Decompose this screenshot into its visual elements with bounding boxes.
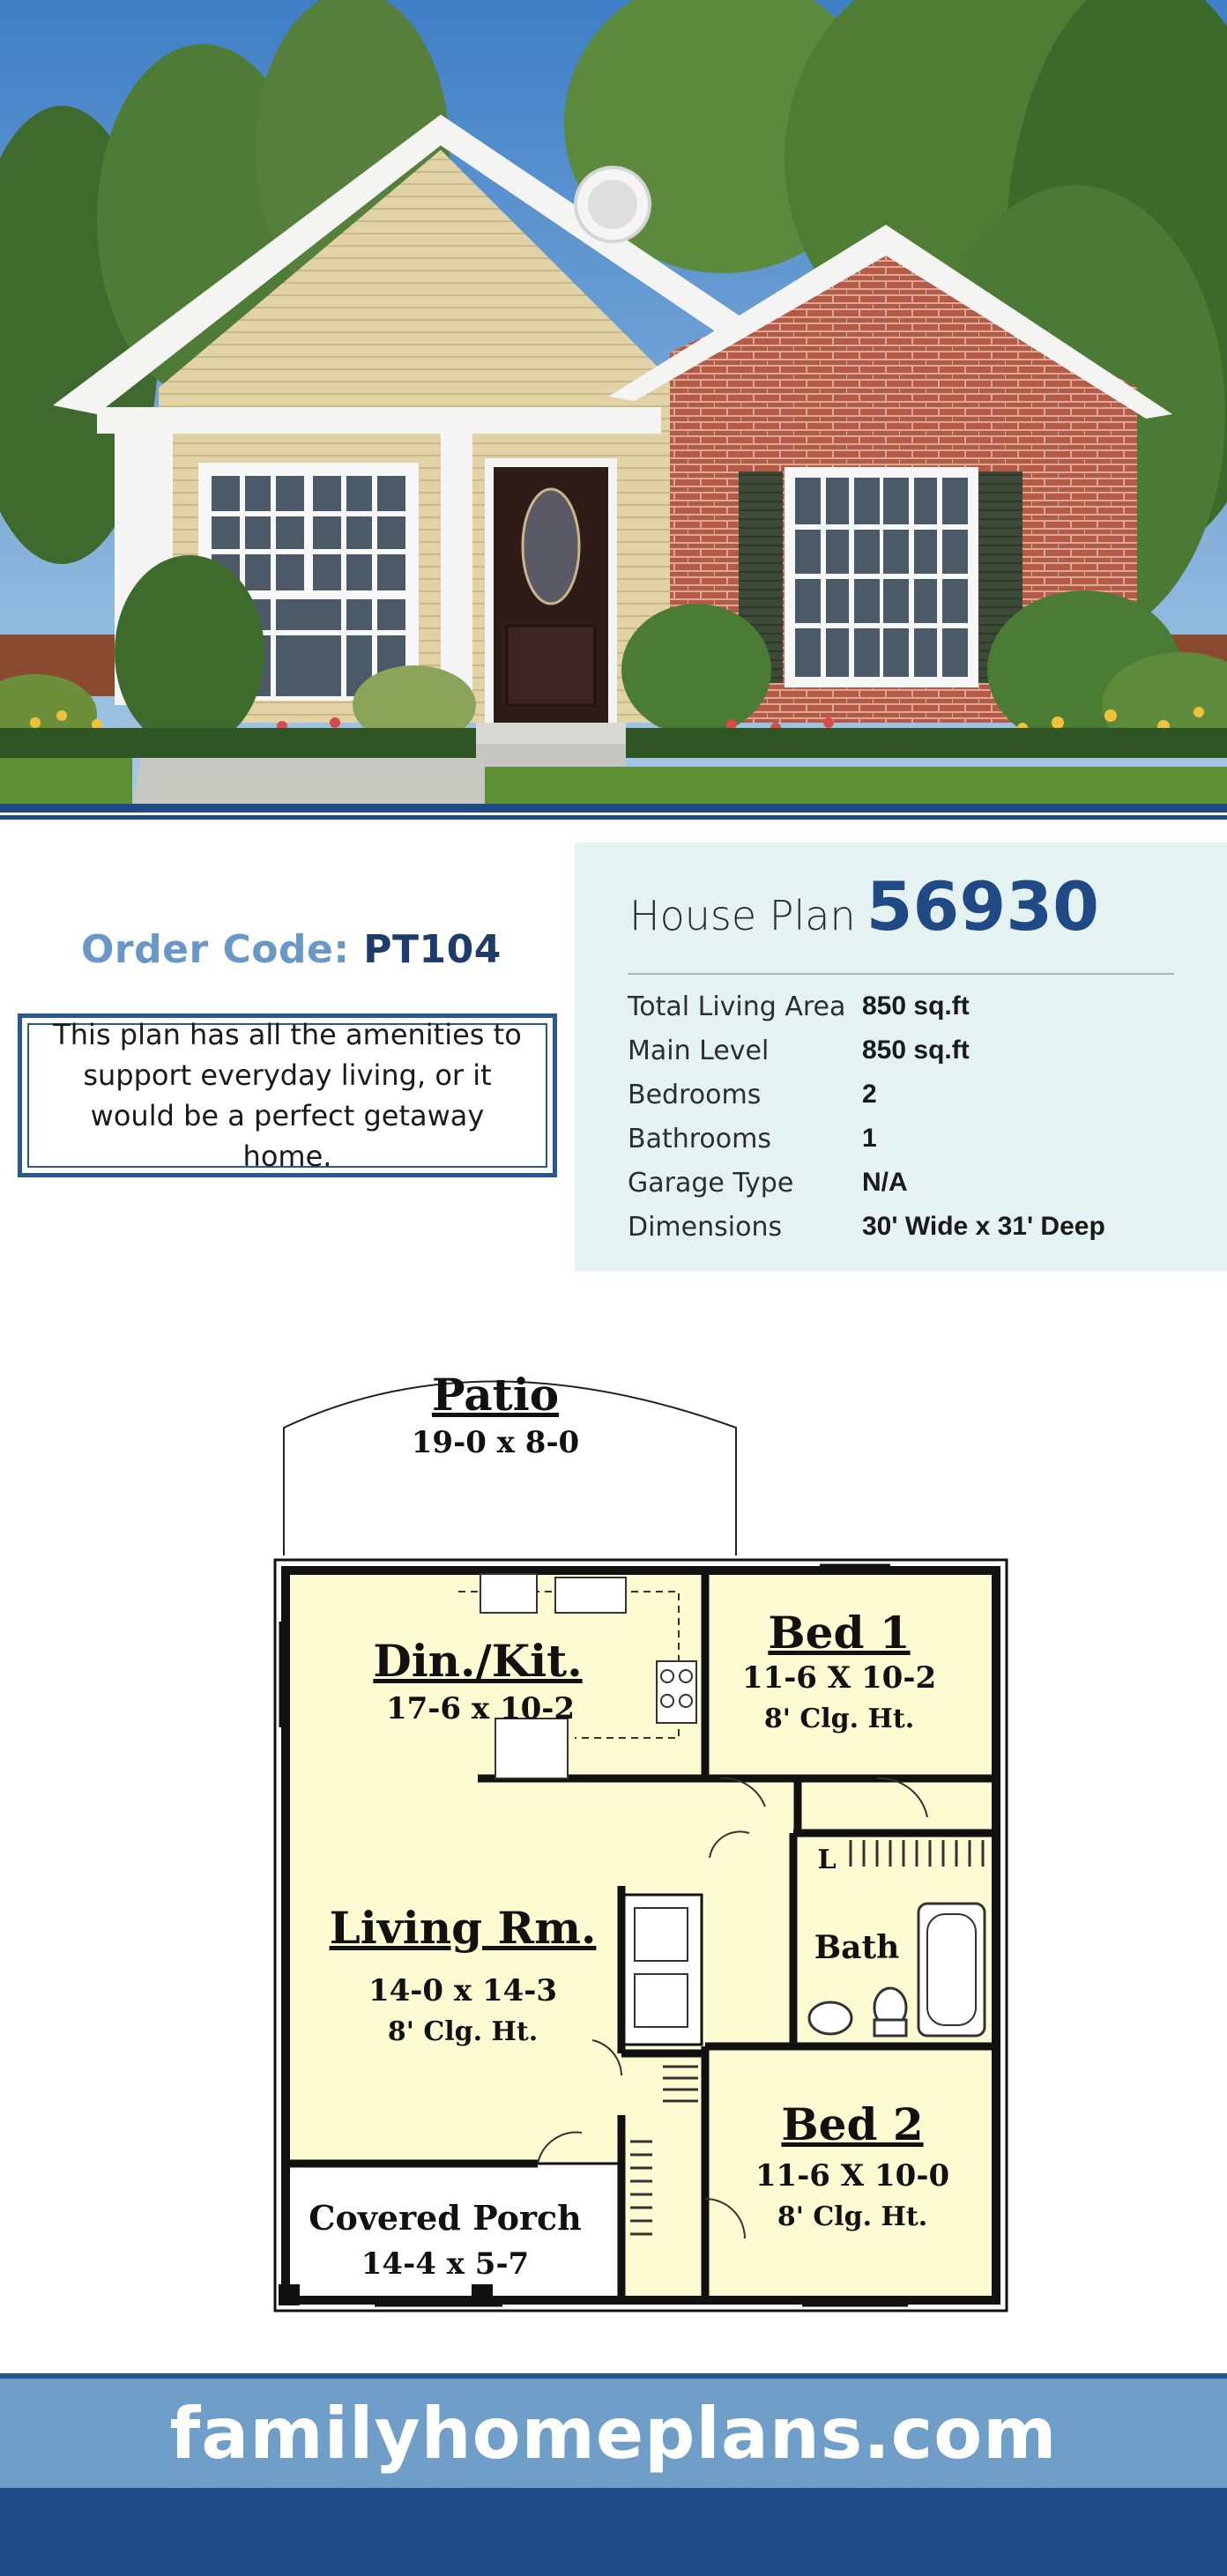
room-living-ceiling: 8' Clg. Ht.	[387, 2016, 539, 2047]
room-bath-name: Bath	[814, 1929, 900, 1966]
tagline-box	[18, 1013, 557, 1177]
room-bed2-ceiling: 8' Clg. Ht.	[777, 2201, 928, 2232]
footer-band	[0, 2373, 1227, 2488]
room-linen-name: L	[817, 1845, 837, 1875]
spec-row-main-level	[628, 1033, 970, 1068]
room-patio-dims: 19-0 x 8-0	[411, 1425, 580, 1460]
spec-value: N/A	[862, 1168, 908, 1197]
spec-divider	[628, 973, 1174, 975]
order-code-value: PT104	[363, 927, 502, 972]
spec-value: 2	[862, 1080, 877, 1109]
spec-row-total-living-area	[628, 989, 970, 1024]
site-url-link[interactable]: familyhomeplans.com	[169, 2392, 1058, 2475]
spec-key: Garage Type	[628, 1167, 794, 1199]
order-code-label: Order Code:	[81, 927, 350, 972]
spec-row-bathrooms	[628, 1121, 877, 1156]
spec-row-garage-type	[628, 1165, 908, 1200]
room-patio-name: Patio	[431, 1369, 560, 1421]
tagline-text: This plan has all the amenities to support everyday living, or it would be a perfect getaway home.	[27, 1023, 547, 1168]
footer-bottom-bar	[0, 2488, 1227, 2576]
room-bed1-name: Bed 1	[768, 1607, 911, 1659]
room-bed2-dims: 11-6 X 10-0	[755, 2158, 950, 2194]
order-code	[81, 927, 504, 972]
room-porch-name: Covered Porch	[309, 2198, 582, 2238]
spec-value: 1	[862, 1124, 877, 1153]
plan-title	[629, 867, 1099, 946]
spec-row-bedrooms	[628, 1077, 877, 1112]
house-rendering-image	[0, 0, 1227, 820]
spec-row-dimensions	[628, 1209, 1105, 1244]
spec-value: 30' Wide x 31' Deep	[862, 1212, 1105, 1241]
room-porch-dims: 14-4 x 5-7	[361, 2246, 530, 2282]
spec-key: Bedrooms	[628, 1079, 762, 1110]
room-living-name: Living Rm.	[329, 1902, 597, 1954]
plan-spec-panel	[575, 843, 1227, 1271]
plan-title-label: House Plan	[629, 892, 856, 939]
room-dinkit-name: Din./Kit.	[373, 1635, 583, 1687]
room-living-dims: 14-0 x 14-3	[368, 1973, 558, 2008]
room-bed1-dims: 11-6 X 10-2	[741, 1660, 937, 1696]
spec-key: Dimensions	[628, 1211, 783, 1243]
spec-key: Bathrooms	[628, 1123, 771, 1154]
room-bed1-ceiling: 8' Clg. Ht.	[763, 1704, 915, 1734]
spec-key: Main Level	[628, 1035, 770, 1066]
room-dinkit-dims: 17-6 x 10-2	[385, 1691, 576, 1726]
plan-number: 56930	[866, 867, 1100, 946]
room-bed2-name: Bed 2	[781, 2098, 924, 2150]
spec-key: Total Living Area	[628, 991, 846, 1022]
floor-plan	[256, 1357, 1031, 2327]
spec-value: 850 sq.ft	[862, 1036, 970, 1065]
spec-value: 850 sq.ft	[862, 991, 970, 1021]
